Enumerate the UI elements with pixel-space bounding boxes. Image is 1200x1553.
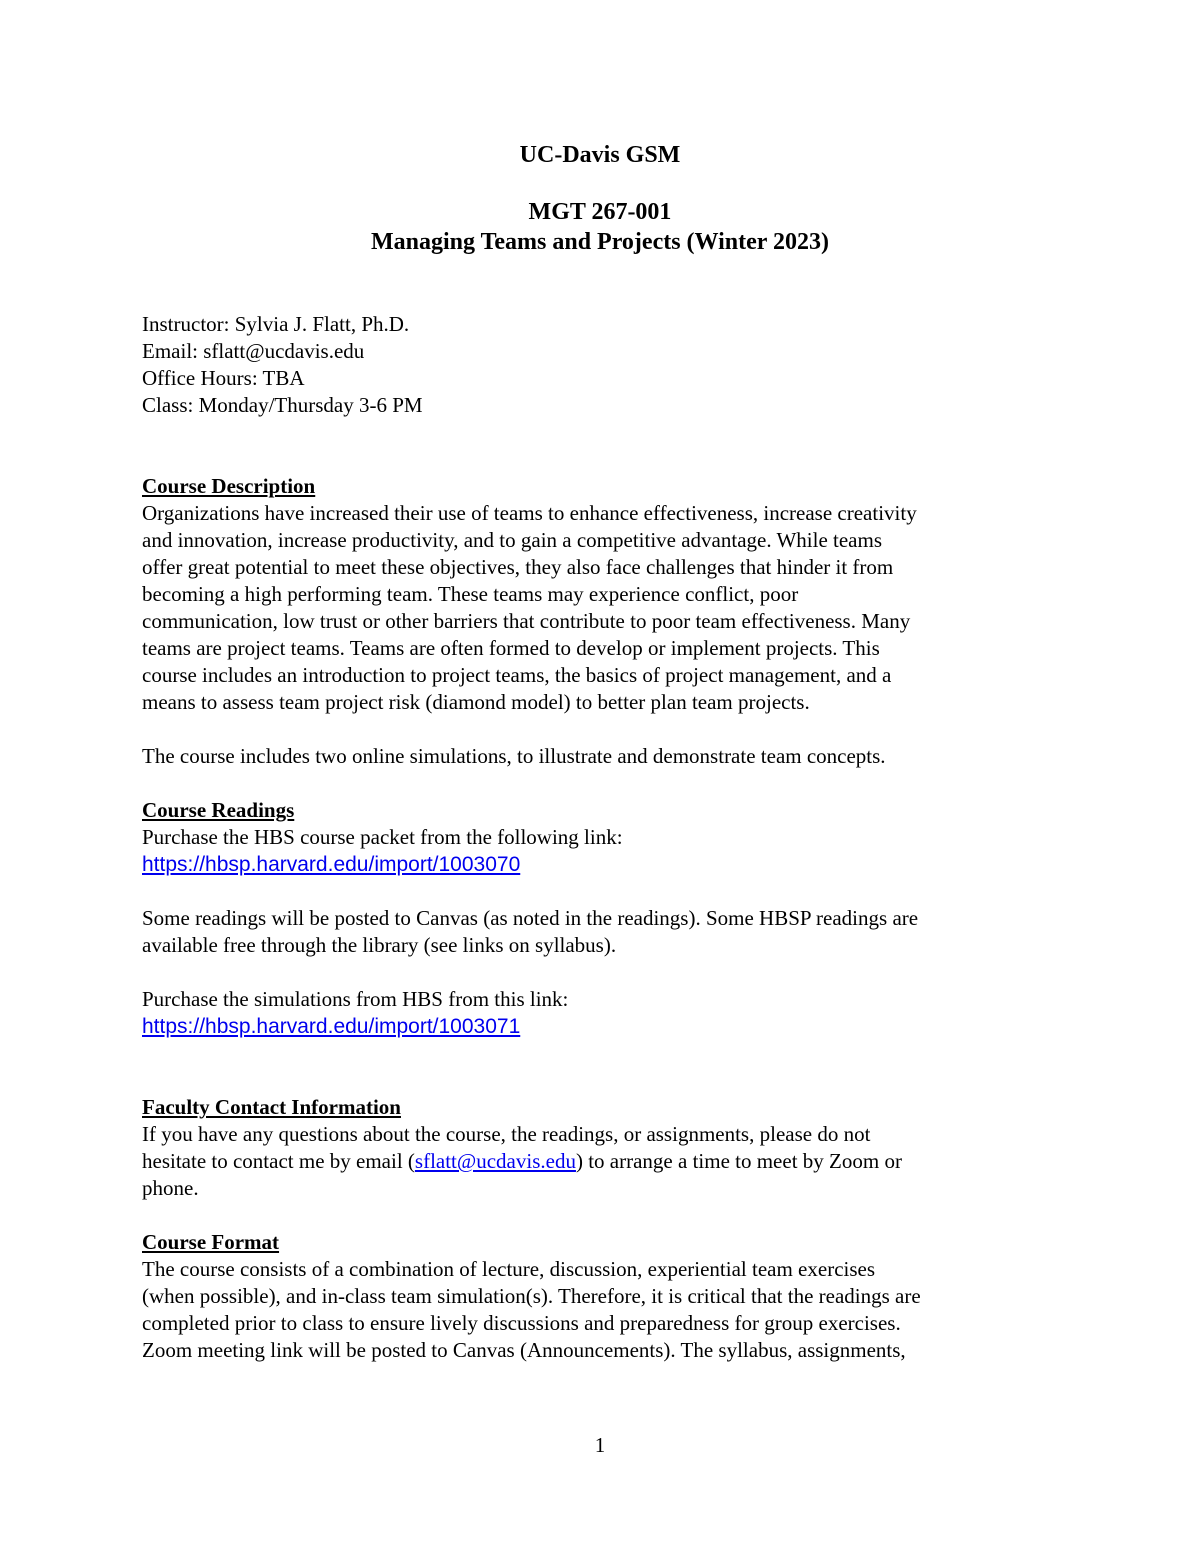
contact-text-pre: hesitate to contact me by email ( bbox=[142, 1149, 415, 1173]
contact-line: If you have any questions about the course, the readings, or assignments, please do not bbox=[142, 1122, 871, 1146]
contact-email-link[interactable]: sflatt@ucdavis.edu bbox=[414, 1149, 576, 1173]
format-line: completed prior to class to ensure lively discussions and preparedness for group exercises. bbox=[142, 1311, 901, 1335]
description-line: becoming a high performing team. These teams may experience conflict, poor bbox=[142, 582, 799, 606]
course-code: MGT 267-001 bbox=[528, 199, 672, 225]
page-content bbox=[142, 140, 1058, 1364]
format-line: (when possible), and in-class team simulation(s). Therefore, it is critical that the readings are bbox=[142, 1284, 921, 1308]
page-number: 1 bbox=[594, 1433, 606, 1457]
instructor-line: Instructor: Sylvia J. Flatt, Ph.D. bbox=[142, 312, 410, 336]
office-hours-line: Office Hours: TBA bbox=[142, 366, 305, 390]
description-line: and innovation, increase productivity, and to gain a competitive advantage. While teams bbox=[142, 528, 883, 552]
instructor-info bbox=[142, 311, 1058, 419]
course-description-section bbox=[142, 473, 1058, 770]
description-line: teams are project teams. Teams are often formed to develop or implement projects. This bbox=[142, 636, 880, 660]
contact-line: phone. bbox=[142, 1176, 199, 1200]
simulation-purchase-text: Purchase the simulations from HBS from this link: bbox=[142, 987, 569, 1011]
simulations-note: The course includes two online simulations, to illustrate and demonstrate team concepts. bbox=[142, 744, 886, 768]
description-line: means to assess team project risk (diamond model) to better plan team projects. bbox=[142, 690, 810, 714]
canvas-line: available free through the library (see links on syllabus). bbox=[142, 933, 617, 957]
course-format-heading: Course Format bbox=[142, 1230, 280, 1254]
description-line: offer great potential to meet these objectives, they also face challenges that hinder it from bbox=[142, 555, 894, 579]
course-readings-section bbox=[142, 797, 1058, 1040]
course-title: Managing Teams and Projects (Winter 2023) bbox=[370, 229, 829, 255]
school-title: UC-Davis GSM bbox=[519, 142, 681, 168]
format-line: Zoom meeting link will be posted to Canvas (Announcements). The syllabus, assignments, bbox=[142, 1338, 906, 1362]
description-line: communication, low trust or other barriers that contribute to poor team effectiveness. Many bbox=[142, 609, 911, 633]
faculty-contact-heading: Faculty Contact Information bbox=[142, 1095, 401, 1119]
canvas-line: Some readings will be posted to Canvas (as noted in the readings). Some HBSP readings are bbox=[142, 906, 919, 930]
packet-text: Purchase the HBS course packet from the following link: bbox=[142, 825, 623, 849]
packet-link[interactable]: https://hbsp.harvard.edu/import/1003070 bbox=[142, 853, 521, 876]
course-format-section bbox=[142, 1229, 1058, 1364]
description-line: Organizations have increased their use of teams to enhance effectiveness, increase creativity bbox=[142, 501, 917, 525]
simulation-link[interactable]: https://hbsp.harvard.edu/import/1003071 bbox=[142, 1015, 521, 1038]
format-line: The course consists of a combination of lecture, discussion, experiential team exercises bbox=[142, 1257, 876, 1281]
email-line: Email: sflatt@ucdavis.edu bbox=[142, 339, 365, 363]
class-time-line: Class: Monday/Thursday 3-6 PM bbox=[142, 393, 423, 417]
contact-line bbox=[142, 1148, 1058, 1175]
contact-text-post: ) to arrange a time to meet by Zoom or bbox=[575, 1149, 902, 1173]
course-description-heading: Course Description bbox=[142, 474, 316, 498]
description-line: course includes an introduction to project teams, the basics of project management, and a bbox=[142, 663, 892, 687]
faculty-contact-section bbox=[142, 1094, 1058, 1202]
course-readings-heading: Course Readings bbox=[142, 798, 295, 822]
